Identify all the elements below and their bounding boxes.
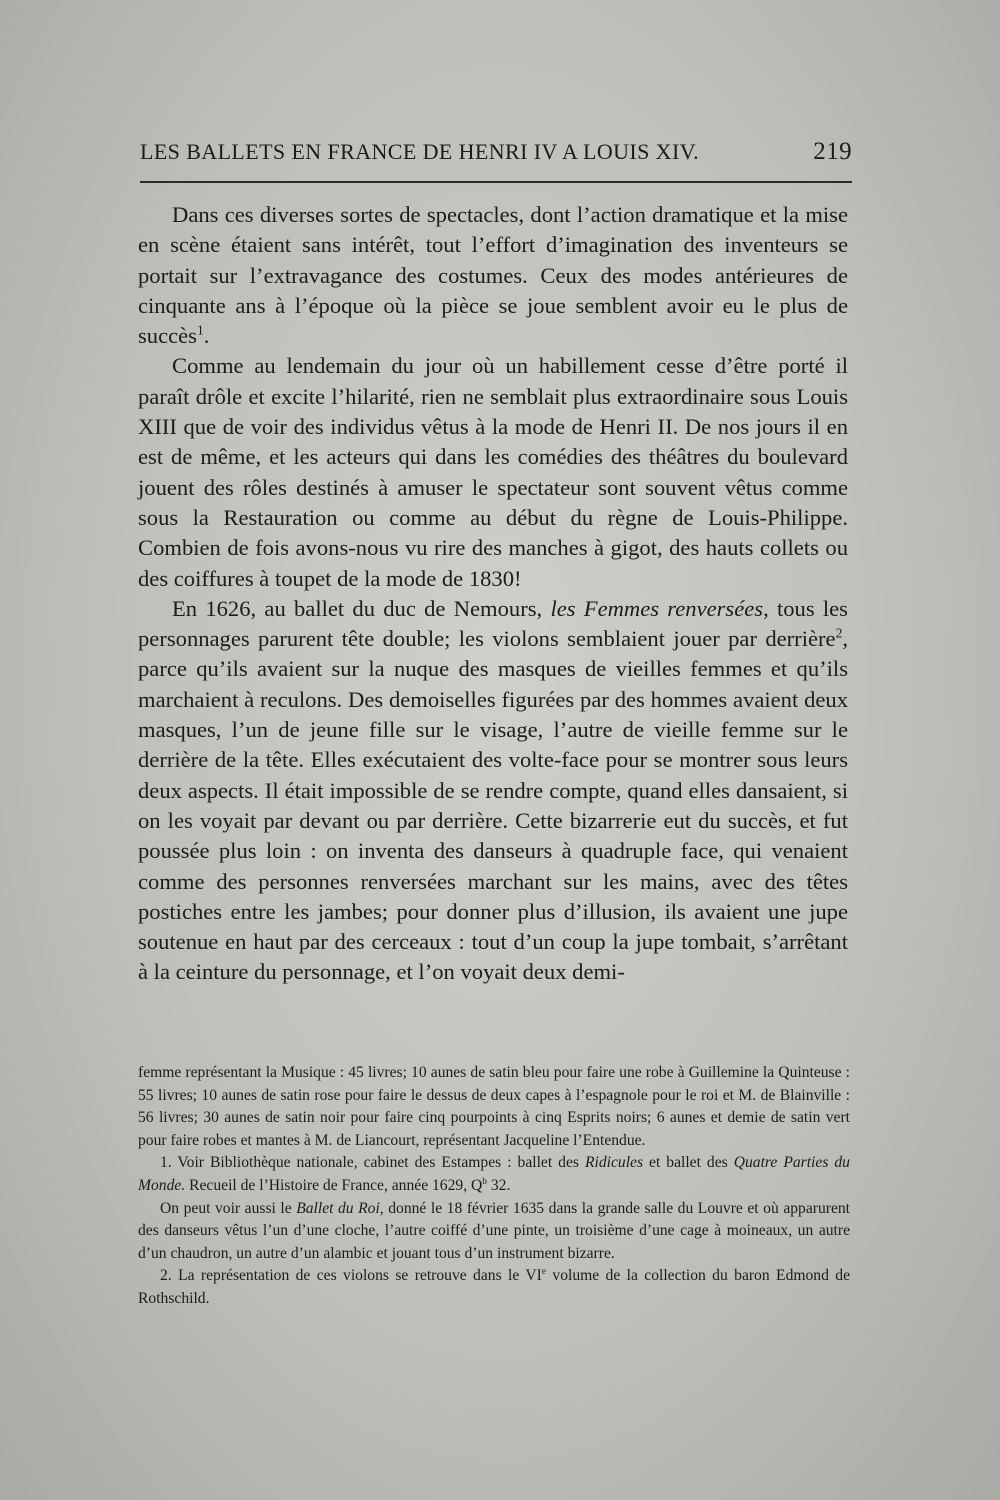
footnote-1-end: 32. xyxy=(490,1176,511,1194)
footnote-1b-ballet-title: Ballet du Roi, xyxy=(296,1199,384,1217)
footnote-1b-start: On peut voir aussi le xyxy=(160,1199,292,1217)
paragraph-3-start: En 1626, au ballet du duc de Nemours, xyxy=(172,595,543,621)
paragraph-3-mid: , tous les personnages parurent tête double; les violons semblaient jouer par derrière xyxy=(138,595,848,652)
paragraph-1 xyxy=(138,200,848,351)
footnote-ref-1: 1 xyxy=(196,322,204,338)
footnote-continuation: femme représentant la Musique : 45 livres; 10 aunes de satin bleu pour faire une robe à Guillemine la Quinteuse : 55 livres; 10 aunes de satin rose pour faire le dessus de deux capes à l’espagnole pour le roi et M. de Blainville : 56 livres; 30 aunes de satin noir pour faire cinq pourpoints à cinq Esprits noirs; 6 aunes et demie de satin vert pour faire robes et mantes à M. de Liancourt, représentant Jacqueline l’Entendue. xyxy=(138,1064,850,1149)
ballet-title: les Femmes renversées xyxy=(550,595,764,621)
running-header xyxy=(140,138,852,166)
header-rule xyxy=(140,181,852,183)
footnote-1-sup: b xyxy=(482,1176,487,1187)
footnote-1 xyxy=(138,1152,850,1197)
footnote-1-quatre-parties: Quatre Parties du Monde. xyxy=(138,1154,850,1194)
footnote-1-recueil: Recueil de l’Histoire de France, année 1629, Q xyxy=(189,1176,483,1194)
footnote-1-and: et ballet des xyxy=(649,1154,728,1172)
footnote-2-end: volume de la collection du baron Edmond de Rothschild. xyxy=(138,1267,850,1307)
footnote-1-continued xyxy=(138,1198,850,1266)
main-text xyxy=(138,200,848,988)
footnote-ref-2: 2 xyxy=(835,625,843,641)
footnote-1b-text: donné le 18 février 1635 dans la grande salle du Louvre et où apparurent des danseurs vêtus l’un d’une cloche, l’autre coiffé d’une pinte, un troisième d’une cage à moineaux, un autre d’un chaudron, un autre d’un alambic et jouant tous d’un instrument bizarre. xyxy=(138,1199,850,1262)
footnote-2-sup: e xyxy=(541,1267,546,1278)
footnote-2-text: 2. La représentation de ces violons se retrouve dans le VI xyxy=(160,1267,542,1285)
page-number: 219 xyxy=(813,138,852,165)
paragraph-1-end: . xyxy=(203,323,210,349)
footnote-2 xyxy=(138,1265,850,1310)
footnote-1-ridicules: Ridicules xyxy=(584,1154,644,1172)
footnotes xyxy=(138,1062,850,1311)
running-title: LES BALLETS EN FRANCE DE HENRI IV A LOUIS XIV. xyxy=(140,139,700,164)
paragraph-1-text: Dans ces diverses sortes de spectacles, dont l’action dramatique et la mise en scène étaient sans intérêt, tout l’effort d’imagination des inventeurs se portait sur l’extravagance des costumes. Ceux des modes antérieures de cinquante ans à l’époque où la pièce se joue semblent avoir eu le plus de succès xyxy=(138,202,848,349)
paragraph-2: Comme au lendemain du jour où un habillement cesse d’être porté il paraît drôle et excite l’hilarité, rien ne semblait plus extraordinaire sous Louis XIII que de voir des individus vêtus à la mode de Henri II. De nos jours il en est de même, et les acteurs qui dans les comédies des théâtres du boulevard jouent des rôles destinés à amuser le spectateur sont souvent vêtus comme sous la Restauration ou comme au début du règne de Louis-Philippe. Combien de fois avons-nous vu rire des manches à gigot, des hauts collets ou des coiffures à toupet de la mode de 1830! xyxy=(138,353,848,591)
paragraph-3-end: , parce qu’ils avaient sur la nuque des masques de vieilles femmes et qu’ils marchaient à reculons. Des demoiselles figurées par des hommes avaient deux masques, l’un de jeune fille sur le visage, l’autre de vieille femme sur le derrière de la tête. Elles exécutaient des volte-face pour se montrer sous leurs deux aspects. Il était impossible de se rendre compte, quand elles dansaient, si on les voyait par devant ou par derrière. Cette bizarrerie eut du succès, et fut poussée plus loin : on inventa des danseurs à quadruple face, qui venaient comme des personnes renversées marchant sur les mains, avec des têtes postiches entre les jambes; pour donner plus d’illusion, ils avaient une jupe soutenue en haut par des cerceaux : tout d’un coup la jupe tombait, s’arrêtant à la ceinture du personnage, et l’on voyait deux demi- xyxy=(138,626,848,985)
paragraph-3 xyxy=(138,594,848,988)
footnote-1-text: 1. Voir Bibliothèque nationale, cabinet des Estampes : ballet des xyxy=(160,1154,579,1172)
